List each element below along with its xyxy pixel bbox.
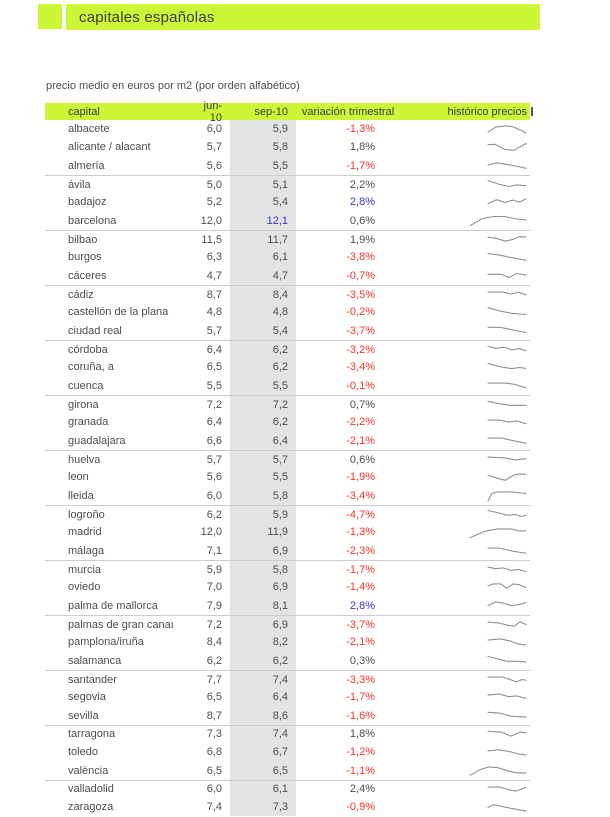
jun10-cell: 6,4: [206, 416, 222, 429]
table-row: [45, 267, 530, 285]
price-history-sparkline: [487, 507, 527, 522]
table-row: [45, 230, 530, 248]
table-body: [45, 120, 530, 816]
table-row: [45, 157, 530, 175]
jun10-cell: 5,2: [206, 196, 222, 209]
variation-cell: -3,7%: [346, 324, 375, 337]
sep10-cell: 5,4: [230, 193, 296, 211]
capital-cell: bilbao: [68, 233, 98, 246]
price-history-sparkline: [487, 598, 527, 613]
table-row: [45, 248, 530, 266]
capital-cell: oviedo: [68, 581, 101, 594]
sep10-cell: 5,4: [230, 322, 296, 340]
jun10-cell: 5,7: [206, 453, 222, 466]
sep10-cell: 11,7: [230, 231, 296, 248]
price-history-sparkline: [487, 543, 527, 558]
sep10-cell: 6,4: [230, 688, 296, 706]
table-row: [45, 303, 530, 321]
jun10-cell: 6,5: [206, 691, 222, 704]
price-history-sparkline: [487, 782, 527, 797]
variation-cell: -0,7%: [346, 269, 375, 282]
capital-cell: segovia: [68, 691, 106, 704]
capital-cell: albacete: [68, 123, 110, 136]
capital-cell: valència: [68, 764, 109, 777]
variation-cell: -3,3%: [346, 673, 375, 686]
header-edge-tick: [531, 107, 533, 116]
price-history-sparkline: [487, 470, 527, 485]
table-row: [45, 138, 530, 156]
brand-accent-square: [38, 4, 62, 29]
sep10-cell: 6,5: [230, 761, 296, 779]
capital-cell: castellón de la plana: [68, 306, 169, 319]
page-title: capitales españolas: [79, 8, 215, 26]
sep10-cell: 6,9: [230, 578, 296, 596]
price-history-sparkline: [487, 250, 527, 265]
variation-cell: -2,1%: [346, 636, 375, 649]
price-history-sparkline: [487, 122, 527, 137]
price-history-sparkline: [487, 488, 527, 503]
variation-cell: -1,7%: [346, 691, 375, 704]
jun10-cell: 6,6: [206, 434, 222, 447]
price-history-sparkline: [487, 635, 527, 650]
sep10-cell: 5,1: [230, 176, 296, 193]
price-history-sparkline: [487, 452, 527, 467]
variation-cell: -2,1%: [346, 434, 375, 447]
variation-cell: -3,8%: [346, 251, 375, 264]
jun10-cell: 5,6: [206, 471, 222, 484]
capital-cell: córdoba: [68, 343, 108, 356]
capital-cell: valladolid: [68, 783, 114, 796]
table-row: [45, 432, 530, 450]
jun10-cell: 6,2: [206, 508, 222, 521]
price-history-sparkline: [487, 580, 527, 595]
sep10-cell: 5,5: [230, 157, 296, 175]
price-history-sparkline: [487, 195, 527, 210]
price-history-sparkline: [487, 617, 527, 632]
table-row: [45, 578, 530, 596]
price-history-sparkline: [487, 305, 527, 320]
subtitle: precio medio en euros por m2 (por orden alfabético): [46, 80, 300, 92]
sep10-cell: 5,7: [230, 451, 296, 468]
header-history: histórico precios: [447, 105, 527, 118]
sep10-cell: 4,7: [230, 267, 296, 285]
sep10-cell: 5,5: [230, 377, 296, 395]
price-history-sparkline: [469, 213, 527, 228]
jun10-cell: 7,2: [206, 618, 222, 631]
capital-cell: málaga: [68, 544, 105, 557]
price-history-sparkline: [487, 690, 527, 705]
jun10-cell: 6,2: [206, 654, 222, 667]
variation-cell: -3,2%: [346, 343, 375, 356]
price-history-sparkline: [487, 653, 527, 668]
variation-cell: 0,6%: [349, 453, 375, 466]
header-capital: capital: [68, 105, 100, 118]
capital-cell: girona: [68, 398, 99, 411]
jun10-cell: 4,7: [206, 269, 222, 282]
capital-cell: toledo: [68, 746, 98, 759]
capital-cell: palmas de gran canaı: [68, 618, 174, 631]
capital-cell: tarragona: [68, 728, 116, 741]
header-jun10: jun-10: [203, 99, 222, 124]
capital-cell: murcia: [68, 563, 102, 576]
variation-cell: 0,3%: [349, 654, 375, 667]
table-row: [45, 725, 530, 743]
table-header: [45, 99, 530, 124]
variation-cell: 1,9%: [349, 233, 375, 246]
variation-cell: 0,7%: [349, 398, 375, 411]
jun10-cell: 7,9: [206, 599, 222, 612]
sep10-cell: 7,4: [230, 726, 296, 743]
sep10-cell: 8,1: [230, 597, 296, 615]
jun10-cell: 5,7: [206, 141, 222, 154]
variation-cell: 2,2%: [349, 178, 375, 191]
jun10-cell: 6,0: [206, 123, 222, 136]
price-history-sparkline: [487, 708, 527, 723]
capital-cell: barcelona: [68, 214, 117, 227]
table-row: [45, 615, 530, 633]
table-row: [45, 175, 530, 193]
sep10-cell: 8,4: [230, 286, 296, 303]
price-history-sparkline: [487, 433, 527, 448]
jun10-cell: 5,0: [206, 178, 222, 191]
capital-cell: granada: [68, 416, 109, 429]
table-row: [45, 450, 530, 468]
sep10-cell: 6,2: [230, 341, 296, 358]
jun10-cell: 5,5: [206, 379, 222, 392]
sep10-cell: 5,5: [230, 468, 296, 486]
variation-cell: -1,2%: [346, 746, 375, 759]
jun10-cell: 7,0: [206, 581, 222, 594]
variation-cell: -2,3%: [346, 544, 375, 557]
sep10-cell: 4,8: [230, 303, 296, 321]
title-bar: [66, 4, 540, 30]
table-row: [45, 670, 530, 688]
capital-cell: leon: [68, 471, 89, 484]
jun10-cell: 8,4: [206, 636, 222, 649]
sep10-cell: 6,9: [230, 542, 296, 560]
header-sep10: sep-10: [254, 105, 288, 118]
jun10-cell: 6,8: [206, 746, 222, 759]
variation-cell: -1,3%: [346, 123, 375, 136]
jun10-cell: 12,0: [200, 526, 222, 539]
sep10-cell: 12,1: [230, 212, 296, 230]
sep10-cell: 5,9: [230, 120, 296, 138]
jun10-cell: 7,3: [206, 728, 222, 741]
price-history-sparkline: [487, 177, 527, 192]
jun10-cell: 8,7: [206, 709, 222, 722]
table-row: [45, 358, 530, 376]
variation-cell: -1,9%: [346, 471, 375, 484]
jun10-cell: 6,5: [206, 764, 222, 777]
jun10-cell: 7,4: [206, 801, 222, 814]
table-row: [45, 688, 530, 706]
price-table: [45, 99, 530, 816]
table-row: [45, 322, 530, 340]
sep10-cell: 6,1: [230, 781, 296, 798]
sep10-cell: 5,8: [230, 138, 296, 156]
jun10-cell: 11,5: [201, 233, 222, 246]
table-row: [45, 707, 530, 725]
capital-cell: cáceres: [68, 269, 107, 282]
price-history-sparkline: [487, 323, 527, 338]
variation-cell: -3,5%: [346, 288, 375, 301]
jun10-cell: 8,7: [206, 288, 222, 301]
variation-cell: -1,7%: [346, 563, 375, 576]
capital-cell: lleida: [68, 489, 94, 502]
capital-cell: alicante / alacant: [68, 141, 151, 154]
jun10-cell: 5,7: [206, 324, 222, 337]
variation-cell: 0,6%: [349, 214, 375, 227]
sep10-cell: 5,9: [230, 506, 296, 523]
table-row: [45, 505, 530, 523]
price-history-sparkline: [487, 800, 527, 815]
price-history-sparkline: [487, 397, 527, 412]
sep10-cell: 8,2: [230, 633, 296, 651]
price-history-sparkline: [487, 232, 527, 247]
variation-cell: -1,6%: [346, 709, 375, 722]
capital-cell: badajoz: [68, 196, 107, 209]
capital-cell: almería: [68, 159, 105, 172]
variation-cell: 2,8%: [349, 599, 375, 612]
table-row: [45, 780, 530, 798]
sep10-cell: 7,4: [230, 671, 296, 688]
capital-cell: pamplona/iruña: [68, 636, 144, 649]
sep10-cell: 6,9: [230, 616, 296, 633]
capital-cell: ciudad real: [68, 324, 122, 337]
price-history-sparkline: [469, 763, 527, 778]
capital-cell: huelva: [68, 453, 101, 466]
table-row: [45, 523, 530, 541]
table-row: [45, 633, 530, 651]
price-history-sparkline: [487, 268, 527, 283]
variation-cell: -1,1%: [346, 764, 375, 777]
variation-cell: -1,3%: [346, 526, 375, 539]
price-history-sparkline: [487, 415, 527, 430]
variation-cell: 2,4%: [349, 783, 375, 796]
capital-cell: madrid: [68, 526, 102, 539]
table-row: [45, 395, 530, 413]
price-history-sparkline: [487, 140, 527, 155]
price-history-sparkline: [487, 562, 527, 577]
variation-cell: 1,8%: [349, 141, 375, 154]
table-row: [45, 468, 530, 486]
sep10-cell: 6,2: [230, 413, 296, 431]
table-row: [45, 597, 530, 615]
sep10-cell: 7,2: [230, 396, 296, 413]
capital-cell: santander: [68, 673, 117, 686]
table-row: [45, 743, 530, 761]
variation-cell: 1,8%: [349, 728, 375, 741]
capital-cell: cádiz: [68, 288, 94, 301]
variation-cell: -1,7%: [346, 159, 375, 172]
table-row: [45, 377, 530, 395]
table-row: [45, 340, 530, 358]
sep10-cell: 5,8: [230, 561, 296, 578]
price-history-sparkline: [487, 727, 527, 742]
table-row: [45, 193, 530, 211]
sep10-cell: 8,6: [230, 707, 296, 725]
jun10-cell: 4,8: [206, 306, 222, 319]
jun10-cell: 5,9: [206, 563, 222, 576]
price-history-sparkline: [487, 378, 527, 393]
capital-cell: coruña, a: [68, 361, 114, 374]
capital-cell: guadalajara: [68, 434, 126, 447]
price-history-sparkline: [487, 158, 527, 173]
sep10-cell: 6,2: [230, 358, 296, 376]
table-row: [45, 560, 530, 578]
table-row: [45, 652, 530, 670]
variation-cell: -0,9%: [346, 801, 375, 814]
sep10-cell: 7,3: [230, 798, 296, 816]
capital-cell: sevilla: [68, 709, 99, 722]
jun10-cell: 6,3: [206, 251, 222, 264]
jun10-cell: 5,6: [206, 159, 222, 172]
price-history-sparkline: [469, 525, 527, 540]
jun10-cell: 6,0: [206, 489, 222, 502]
sep10-cell: 6,4: [230, 432, 296, 450]
jun10-cell: 7,7: [206, 673, 222, 686]
variation-cell: -4,7%: [346, 508, 375, 521]
jun10-cell: 12,0: [200, 214, 222, 227]
table-row: [45, 413, 530, 431]
capital-cell: cuenca: [68, 379, 104, 392]
variation-cell: -0,2%: [346, 306, 375, 319]
variation-cell: -3,7%: [346, 618, 375, 631]
variation-cell: -0,1%: [346, 379, 375, 392]
jun10-cell: 6,5: [206, 361, 222, 374]
capital-cell: burgos: [68, 251, 102, 264]
header-variation: variación trimestral: [301, 105, 395, 118]
capital-cell: ávila: [68, 178, 91, 191]
jun10-cell: 7,2: [206, 398, 222, 411]
table-row: [45, 212, 530, 230]
capital-cell: logroño: [68, 508, 105, 521]
capital-cell: salamanca: [68, 654, 122, 667]
sep10-cell: 11,9: [230, 523, 296, 541]
variation-cell: -2,2%: [346, 416, 375, 429]
sep10-cell: 5,8: [230, 487, 296, 505]
table-row: [45, 761, 530, 779]
price-history-sparkline: [487, 342, 527, 357]
sep10-cell: 6,7: [230, 743, 296, 761]
capital-cell: palma de mallorca: [68, 599, 158, 612]
price-history-sparkline: [487, 360, 527, 375]
table-row: [45, 798, 530, 816]
price-history-sparkline: [487, 287, 527, 302]
variation-cell: -3,4%: [346, 361, 375, 374]
table-row: [45, 487, 530, 505]
variation-cell: 2,8%: [349, 196, 375, 209]
variation-cell: -1,4%: [346, 581, 375, 594]
jun10-cell: 6,0: [206, 783, 222, 796]
price-history-sparkline: [487, 745, 527, 760]
table-row: [45, 120, 530, 138]
price-history-sparkline: [487, 672, 527, 687]
sep10-cell: 6,2: [230, 652, 296, 670]
variation-cell: -3,4%: [346, 489, 375, 502]
jun10-cell: 6,4: [206, 343, 222, 356]
table-row: [45, 542, 530, 560]
capital-cell: zaragoza: [68, 801, 114, 814]
jun10-cell: 7,1: [206, 544, 222, 557]
sep10-cell: 6,1: [230, 248, 296, 266]
table-row: [45, 285, 530, 303]
